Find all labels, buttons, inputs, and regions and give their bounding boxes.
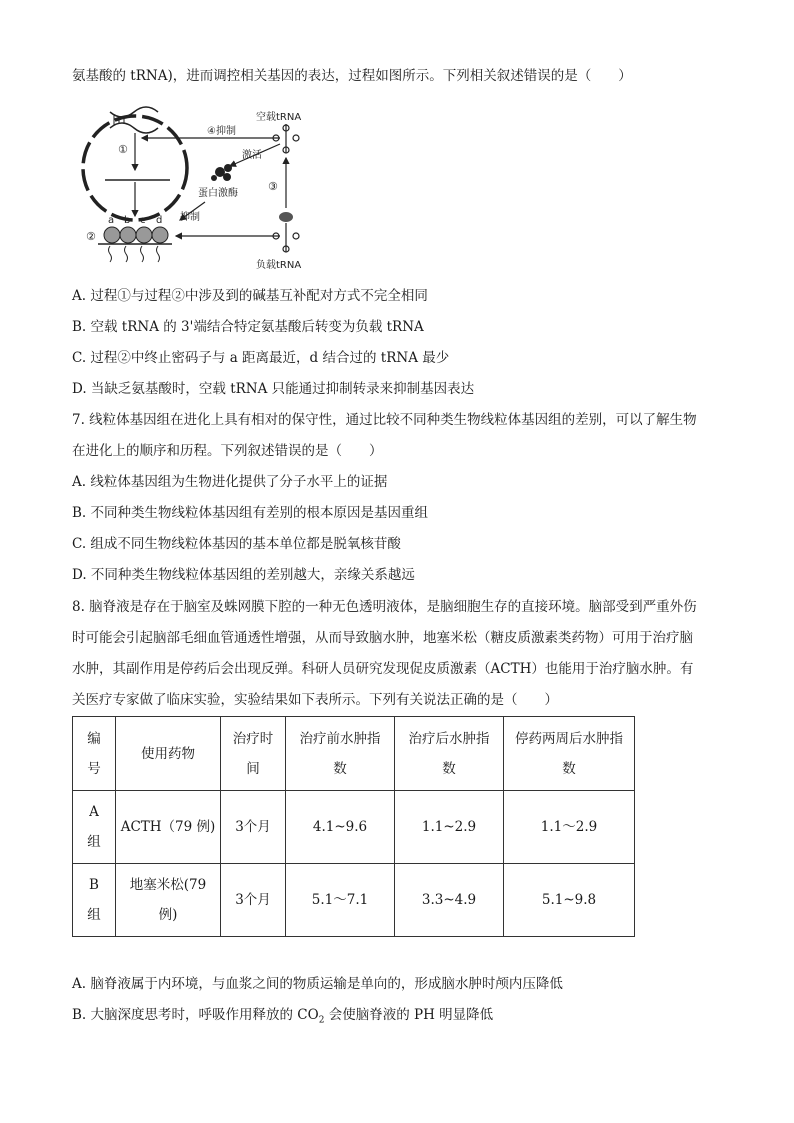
ribosome-label-b: b (124, 215, 131, 226)
q7-option-a[interactable]: A. 线粒体基因组为生物进化提供了分子水平上的证据 (72, 474, 388, 490)
q8-stem-line-4: 关医疗专家做了临床实验，实验结果如下表所示。下列有关说法正确的是（ ） (72, 692, 558, 708)
q8-stem-line-1: 8. 脑脊液是存在于脑室及蛛网膜下腔的一种无色透明液体，是脑细胞生存的直接环境。脑部受到严重外伤 (72, 599, 697, 615)
clinical-trial-table (72, 716, 635, 937)
label-inhibit-4: ④抑制 (207, 126, 236, 137)
label-inhibit: 抑制 (180, 212, 200, 223)
q6-option-b[interactable]: B. 空载 tRNA 的 3'端结合特定氨基酸后转变为负载 tRNA (72, 319, 424, 335)
cell-before: 4.1~9.6 (286, 791, 395, 864)
cell-two-weeks: 1.1～2.9 (504, 791, 635, 864)
header-id: 编 号 (73, 717, 116, 791)
loaded-trna-icon (273, 223, 299, 252)
q6-option-c[interactable]: C. 过程②中终止密码子与 a 距离最近，d 结合过的 tRNA 最少 (72, 350, 450, 366)
cell-drug: 地塞米松(79 例) (116, 864, 221, 937)
q8-stem-line-3: 水肿，其副作用是停药后会出现反弹。科研人员研究发现促皮质激素（ACTH）也能用于治疗脑水肿。有 (72, 661, 694, 677)
q8-option-a[interactable]: A. 脑脊液属于内环境，与血浆之间的物质运输是单向的，形成脑水肿时颅内压降低 (72, 976, 563, 992)
ribosome-label-c: c (140, 215, 146, 226)
cell-duration: 3个月 (221, 791, 286, 864)
cell-duration: 3个月 (221, 864, 286, 937)
label-process-1: ① (118, 143, 128, 156)
protein-kinase-icon (211, 164, 232, 181)
label-loaded-trna: 负载tRNA (256, 260, 302, 271)
label-protein-kinase: 蛋白激酶 (198, 188, 238, 199)
table-header-row (73, 717, 635, 791)
label-process-2: ② (86, 230, 96, 243)
q7-stem-line-1: 7. 线粒体基因组在进化上具有相对的保守性，通过比较不同种类生物线粒体基因组的差别，可以了解生物 (72, 412, 697, 428)
cell-before: 5.1～7.1 (286, 864, 395, 937)
cell-two-weeks: 5.1~9.8 (504, 864, 635, 937)
table-row (73, 791, 635, 864)
amino-acid-icon (279, 212, 293, 222)
q8-option-b[interactable]: B. 大脑深度思考时，呼吸作用释放的 $CO_2$ 会使脑脊液的 PH 明显降低 (72, 1007, 494, 1026)
gene-regulation-diagram (80, 98, 330, 278)
q8-stem-line-2: 时可能会引起脑部毛细血管通透性增强，从而导致脑水肿，地塞米松（糖皮质激素类药物）可用于治疗脑 (72, 630, 693, 646)
header-after: 治疗后水肿指 数 (395, 717, 504, 791)
q6-option-a[interactable]: A. 过程①与过程②中涉及到的碱基互补配对方式不完全相同 (72, 288, 428, 304)
header-drug: 使用药物 (116, 717, 221, 791)
q7-option-d[interactable]: D. 不同种类生物线粒体基因组的差别越大，亲缘关系越远 (72, 567, 415, 583)
header-duration: 治疗时 间 (221, 717, 286, 791)
q7-option-b[interactable]: B. 不同种类生物线粒体基因组有差别的根本原因是基因重组 (72, 505, 429, 521)
label-empty-trna: 空载tRNA (256, 112, 302, 123)
header-before: 治疗前水肿指 数 (286, 717, 395, 791)
table-row (73, 864, 635, 937)
ribosome-label-a: a (108, 215, 115, 226)
cell-after: 3.3~4.9 (395, 864, 504, 937)
q6-stem-tail: 氨基酸的 tRNA)，进而调控相关基因的表达，过程如图所示。下列相关叙述错误的是（ ） (72, 68, 632, 84)
q7-stem-line-2: 在进化上的顺序和历程。下列叙述错误的是（ ） (72, 443, 383, 459)
header-two-weeks: 停药两周后水肿指 数 (504, 717, 635, 791)
cell-after: 1.1~2.9 (395, 791, 504, 864)
ribosomes (104, 227, 168, 243)
q6-option-d[interactable]: D. 当缺乏氨基酸时，空载 tRNA 只能通过抑制转录来抑制基因表达 (72, 381, 475, 397)
q7-option-c[interactable]: C. 组成不同生物线粒体基因的基本单位都是脱氧核苷酸 (72, 536, 401, 552)
cell-group: B 组 (73, 864, 116, 937)
peptide-chains (109, 246, 160, 262)
cell-drug: ACTH（79 例) (116, 791, 221, 864)
ribosome-label-d: d (156, 215, 163, 226)
label-process-3: ③ (268, 180, 278, 193)
label-activate: 激活 (242, 150, 262, 161)
cell-group: A 组 (73, 791, 116, 864)
